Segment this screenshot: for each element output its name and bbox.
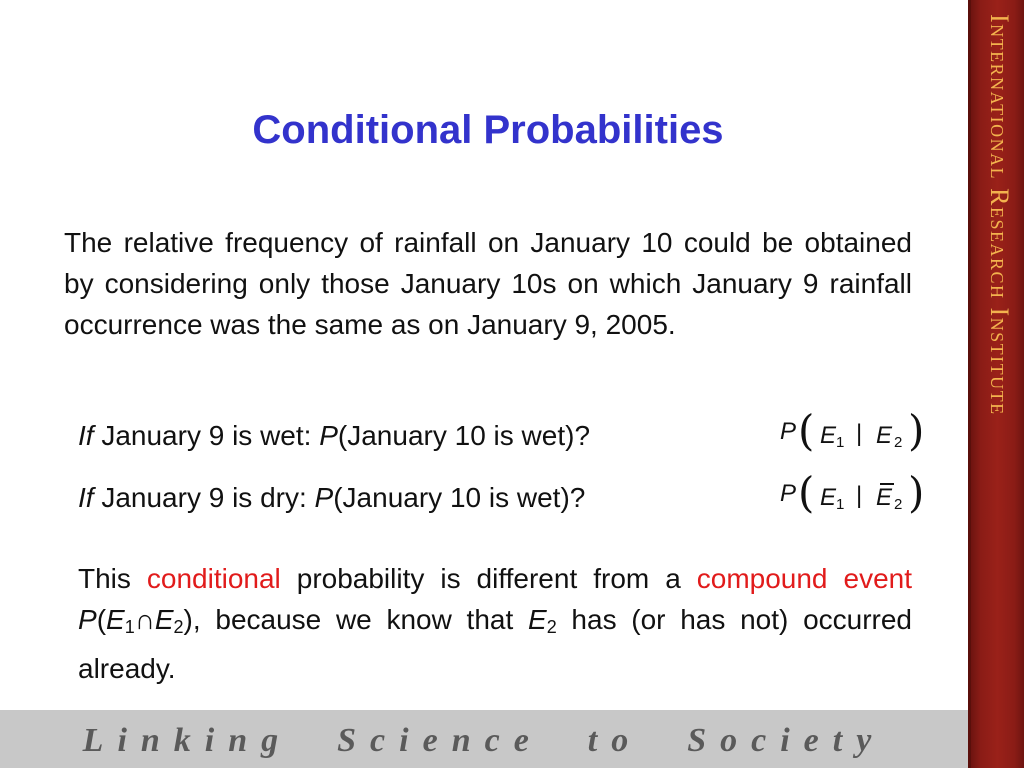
formula-close-paren: ) — [908, 406, 925, 455]
formula-sub1: 1 — [836, 496, 845, 513]
term-compound-event: compound event — [696, 563, 912, 594]
formula-e1: E — [820, 422, 837, 449]
e1-subscript: 1 — [124, 617, 135, 637]
intersection-symbol: ∩ — [134, 604, 155, 635]
formula-p: P — [780, 418, 797, 445]
formula-e2: E — [876, 422, 893, 449]
intro-paragraph: The relative frequency of rainfall on January 10 could be obtained by considering only those January 10s on which January 9 rainfall occurrence was the same as on January 9, 2005. — [64, 227, 912, 340]
question-text: January 9 is dry: — [93, 482, 315, 513]
p-symbol: P — [78, 604, 97, 635]
formula-dry — [780, 468, 940, 524]
close-paren-comma: ), — [183, 604, 201, 635]
text-part-c: has (or has not) occurred already. — [78, 604, 913, 684]
formula-open-paren: ( — [798, 468, 815, 517]
text-this: This — [78, 563, 147, 594]
question-tail: (January 10 is wet)? — [337, 420, 591, 451]
if-word: If — [78, 420, 94, 451]
e2-symbol: E — [528, 604, 547, 635]
text-part-a: probability is different from a — [280, 563, 697, 594]
question-dry — [78, 482, 758, 514]
text-part-b: because we know that — [200, 604, 528, 635]
formula-sub2: 2 — [894, 496, 903, 513]
e2-subscript: 2 — [546, 617, 557, 637]
open-paren: ( — [96, 604, 107, 635]
formula-given-bar: | — [856, 482, 863, 509]
formula-open-paren: ( — [798, 406, 815, 455]
p-symbol: P — [319, 420, 338, 451]
slide-title: Conditional Probabilities — [252, 108, 724, 152]
formula-sub1: 1 — [836, 434, 845, 451]
institute-name: International Research Institute — [985, 14, 1014, 416]
e1-symbol: E — [106, 604, 125, 635]
question-tail: (January 10 is wet)? — [333, 482, 586, 513]
term-conditional: conditional — [146, 563, 281, 594]
formula-e2-complement: E — [876, 484, 893, 511]
formula-wet — [780, 406, 940, 462]
formula-e1: E — [820, 484, 837, 511]
conclusion-paragraph — [78, 558, 912, 689]
formula-p: P — [780, 480, 797, 507]
if-word: If — [78, 482, 94, 513]
formula-given-bar: | — [856, 420, 863, 447]
formula-close-paren: ) — [908, 468, 925, 517]
question-wet — [78, 420, 758, 452]
question-text: January 9 is wet: — [93, 420, 320, 451]
e2-subscript: 2 — [173, 617, 184, 637]
formula-sub2: 2 — [894, 434, 903, 451]
e2-symbol: E — [154, 604, 174, 635]
footer-tagline: Linking Science to Society — [82, 722, 886, 759]
p-symbol: P — [314, 482, 334, 513]
